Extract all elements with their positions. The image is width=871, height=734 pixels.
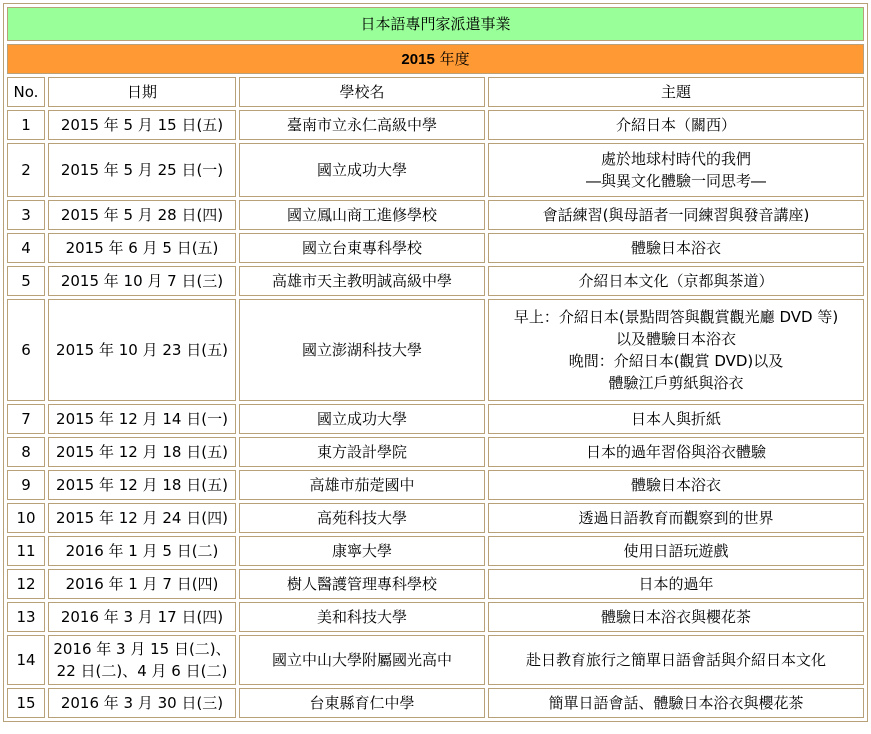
cell-no: 14 <box>7 635 45 685</box>
table-row <box>7 536 864 566</box>
table-row <box>7 635 864 685</box>
cell-topic-line: 透過日語教育而觀察到的世界 <box>578 509 774 527</box>
table-row <box>7 688 864 718</box>
cell-topic <box>488 503 864 533</box>
column-header-date: 日期 <box>48 77 236 107</box>
cell-topic-line: ―與異文化體驗一同思考― <box>585 172 766 190</box>
cell-school: 國立成功大學 <box>239 143 485 197</box>
cell-topic-line: 使用日語玩遊戲 <box>623 542 729 560</box>
table-row <box>7 266 864 296</box>
title-row <box>7 7 864 41</box>
cell-topic <box>488 688 864 718</box>
cell-date-line: 2015 年 10 月 23 日(五) <box>56 341 228 359</box>
cell-topic-line: 處於地球村時代的我們 <box>600 150 751 168</box>
cell-topic <box>488 602 864 632</box>
cell-topic-line: 會話練習(與母語者一同練習與發音講座) <box>542 206 810 224</box>
cell-school: 國立中山大學附屬國光高中 <box>239 635 485 685</box>
column-header-row <box>7 77 864 107</box>
cell-date-line: 2015 年 5 月 15 日(五) <box>60 116 224 134</box>
cell-date-line: 2015 年 5 月 28 日(四) <box>60 206 224 224</box>
cell-topic <box>488 200 864 230</box>
cell-no: 2 <box>7 143 45 197</box>
cell-date <box>48 602 236 632</box>
cell-topic-line: 日本的過年習俗與浴衣體驗 <box>585 443 766 461</box>
year-header <box>7 44 864 74</box>
cell-topic-line: 體驗江戶剪紙與浴衣 <box>608 374 744 392</box>
cell-no: 13 <box>7 602 45 632</box>
cell-topic-line: 簡單日語會話、體驗日本浴衣與櫻花茶 <box>548 694 804 712</box>
cell-topic <box>488 569 864 599</box>
cell-topic-line: 晚間：介紹日本(觀賞 DVD)以及 <box>568 352 784 370</box>
cell-date-line: 2016 年 1 月 7 日(四) <box>65 575 219 593</box>
column-header-no: No. <box>7 77 45 107</box>
cell-topic <box>488 143 864 197</box>
cell-topic-line: 介紹日本文化（京都與茶道） <box>578 272 774 290</box>
cell-no: 10 <box>7 503 45 533</box>
cell-date-line: 2015 年 12 月 18 日(五) <box>56 476 228 494</box>
cell-date-line: 2015 年 6 月 5 日(五) <box>65 239 219 257</box>
table-row <box>7 602 864 632</box>
cell-topic <box>488 635 864 685</box>
table-row <box>7 110 864 140</box>
table-row <box>7 200 864 230</box>
cell-date <box>48 233 236 263</box>
cell-date <box>48 266 236 296</box>
cell-no: 4 <box>7 233 45 263</box>
cell-date <box>48 688 236 718</box>
cell-school: 樹人醫護管理專科學校 <box>239 569 485 599</box>
cell-date <box>48 569 236 599</box>
cell-school: 國立成功大學 <box>239 404 485 434</box>
cell-school: 高雄市茄萣國中 <box>239 470 485 500</box>
cell-date-line: 2016 年 3 月 17 日(四) <box>60 608 224 626</box>
cell-date-line: 2015 年 12 月 24 日(四) <box>56 509 228 527</box>
table-row <box>7 569 864 599</box>
cell-topic-line: 赴日教育旅行之簡單日語會話與介紹日本文化 <box>525 651 826 669</box>
cell-no: 9 <box>7 470 45 500</box>
table-row <box>7 143 864 197</box>
cell-no: 3 <box>7 200 45 230</box>
cell-topic-line: 以及體驗日本浴衣 <box>615 330 736 348</box>
cell-date-line: 2015 年 12 月 14 日(一) <box>56 410 228 428</box>
cell-topic <box>488 536 864 566</box>
cell-school: 康寧大學 <box>239 536 485 566</box>
cell-school: 東方設計學院 <box>239 437 485 467</box>
year-suffix: 年度 <box>434 49 470 68</box>
cell-topic-line: 早上：介紹日本(景點問答與觀賞觀光廳 DVD 等) <box>513 308 839 326</box>
table-row <box>7 299 864 401</box>
column-header-topic: 主題 <box>488 77 864 107</box>
cell-topic <box>488 299 864 401</box>
table-row <box>7 404 864 434</box>
cell-date <box>48 470 236 500</box>
cell-no: 11 <box>7 536 45 566</box>
year-row <box>7 44 864 74</box>
cell-school: 高雄市天主教明誠高級中學 <box>239 266 485 296</box>
cell-topic-line: 體驗日本浴衣 <box>630 476 721 494</box>
cell-topic <box>488 266 864 296</box>
cell-no: 8 <box>7 437 45 467</box>
cell-topic <box>488 404 864 434</box>
cell-date <box>48 437 236 467</box>
cell-topic <box>488 437 864 467</box>
cell-school: 美和科技大學 <box>239 602 485 632</box>
cell-topic-line: 介紹日本（關西） <box>615 116 736 134</box>
cell-date <box>48 143 236 197</box>
cell-topic-line: 日本的過年 <box>638 575 714 593</box>
cell-topic-line: 日本人與折紙 <box>630 410 721 428</box>
dispatch-table <box>3 3 868 722</box>
cell-date-line: 2016 年 1 月 5 日(二) <box>65 542 219 560</box>
column-header-school: 學校名 <box>239 77 485 107</box>
cell-date <box>48 200 236 230</box>
table-row <box>7 470 864 500</box>
cell-school: 臺南市立永仁高級中學 <box>239 110 485 140</box>
cell-date <box>48 110 236 140</box>
table-row <box>7 233 864 263</box>
cell-school: 國立澎湖科技大學 <box>239 299 485 401</box>
cell-date-line: 2016 年 3 月 15 日(二)、 <box>53 640 231 658</box>
table-row <box>7 503 864 533</box>
cell-date-line: 2016 年 3 月 30 日(三) <box>60 694 224 712</box>
cell-no: 6 <box>7 299 45 401</box>
cell-no: 7 <box>7 404 45 434</box>
cell-date-line: 22 日(二)、4 月 6 日(二) <box>56 662 228 680</box>
cell-date-line: 2015 年 10 月 7 日(三) <box>60 272 224 290</box>
cell-date <box>48 503 236 533</box>
cell-date <box>48 635 236 685</box>
cell-no: 1 <box>7 110 45 140</box>
cell-no: 12 <box>7 569 45 599</box>
table-row <box>7 437 864 467</box>
cell-topic <box>488 233 864 263</box>
cell-date-line: 2015 年 12 月 18 日(五) <box>56 443 228 461</box>
cell-topic <box>488 110 864 140</box>
cell-topic-line: 體驗日本浴衣 <box>630 239 721 257</box>
cell-topic <box>488 470 864 500</box>
page-title: 日本語專門家派遣事業 <box>7 7 864 41</box>
cell-school: 國立鳳山商工進修學校 <box>239 200 485 230</box>
cell-date <box>48 536 236 566</box>
cell-date <box>48 299 236 401</box>
cell-school: 高苑科技大學 <box>239 503 485 533</box>
cell-date <box>48 404 236 434</box>
year-number: 2015 <box>401 50 435 68</box>
cell-no: 15 <box>7 688 45 718</box>
cell-date-line: 2015 年 5 月 25 日(一) <box>60 161 224 179</box>
cell-school: 台東縣育仁中學 <box>239 688 485 718</box>
page <box>3 3 868 722</box>
cell-topic-line: 體驗日本浴衣與櫻花茶 <box>600 608 751 626</box>
cell-no: 5 <box>7 266 45 296</box>
cell-school: 國立台東專科學校 <box>239 233 485 263</box>
